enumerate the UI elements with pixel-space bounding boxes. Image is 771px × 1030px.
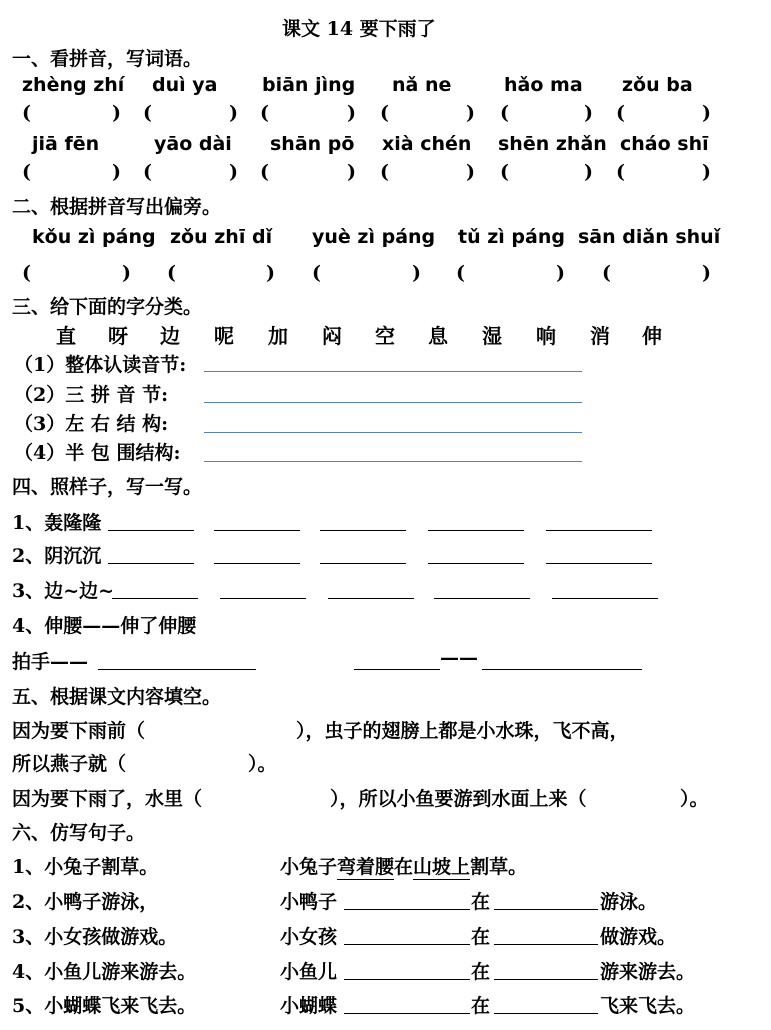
pinyin-item: kǒu zì páng bbox=[32, 226, 156, 248]
answer-blank[interactable] bbox=[428, 530, 524, 531]
imitation-zai: 在 bbox=[471, 961, 491, 983]
imitation-left: 3、小女孩做游戏。 bbox=[12, 926, 178, 948]
character: 消 bbox=[590, 324, 610, 348]
section2-heading: 二、根据拼音写出偏旁。 bbox=[12, 196, 222, 218]
answer-blank[interactable] bbox=[344, 979, 470, 980]
imitation-subject: 小鸭子 bbox=[280, 891, 338, 913]
imitation-left: 2、小鸭子游泳， bbox=[12, 891, 159, 913]
section6-heading: 六、仿写句子。 bbox=[12, 822, 146, 844]
pinyin-item: nǎ ne bbox=[392, 74, 452, 96]
answer-blank[interactable] bbox=[546, 530, 652, 531]
classify-q2-blank[interactable] bbox=[204, 402, 582, 403]
pinyin-item: shēn zhǎn bbox=[498, 133, 607, 155]
section1-heading: 一、看拼音，写词语。 bbox=[12, 48, 203, 70]
answer-blank[interactable] bbox=[344, 909, 470, 910]
imitation-verb: 游来游去。 bbox=[600, 961, 696, 983]
imitation-zai: 在 bbox=[471, 995, 491, 1017]
character: 边 bbox=[160, 324, 180, 348]
character: 空 bbox=[375, 324, 395, 348]
worksheet-page: 课文 14 要下雨了 一、看拼音，写词语。 zhèng zhí duì ya biān jìng nǎ ne hǎo ma zǒu ba ( ) ( ) ( ) ( ) ( ) ( ) jiā fēn yāo dài shān pō xià chén shēn zhǎn cháo shī ( ) ( ) ( ) ( ) ( ) ( ) 二、根据拼音写出偏旁。 kǒu zì páng zǒu zhī dǐ yuè zì páng tǔ zì páng sān diǎn shuǐ ( ) ( ) ( ) ( ) ( ) 三、给下面的字分类。 直 呀 边 呢 加 闷 空 息 湿 响 消 伸 （1）整体认读音节: （2）三 拼 音 节: （3）左 右 结 构: （4）半 包 围结构: 四、照样子，写一写。 1、轰隆隆 2、阴沉沉 3、边~边~ 4、伸腰——伸了伸腰 拍手—— —— 五、根据课文内容填空。 因为要下雨前（ ），虫子的翅膀上都是小水珠，飞不高， 所以燕子就（ ）。 因为要下雨了，水里（ ），所以小鱼要游到水面上来（ ）。 六、仿写句子。 1、小兔子割草。 小兔子弯着腰在山坡上割草。 2、小鸭子游泳， 小鸭子 在 游泳。 3、小女孩做游戏。 小女孩 在 做游戏。 4、小鱼儿游来游去。 小鱼儿 在 游来游去。 5、小蝴蝶飞来飞去。 小蝴蝶 在 飞来飞去。 bbox=[0, 0, 771, 1030]
character: 呀 bbox=[108, 324, 128, 348]
fill-sentence-2a: 所以燕子就（ bbox=[12, 753, 127, 775]
section5-heading: 五、根据课文内容填空。 bbox=[12, 686, 222, 708]
pinyin-item: biān jìng bbox=[262, 74, 356, 96]
imitation-verb: 做游戏。 bbox=[600, 926, 677, 948]
pinyin-item: xià chén bbox=[382, 133, 472, 155]
imitation-zai: 在 bbox=[471, 891, 491, 913]
answer-blank[interactable] bbox=[494, 979, 598, 980]
classify-q2: （2）三 拼 音 节: bbox=[14, 384, 169, 406]
pinyin-item: zǒu zhī dǐ bbox=[170, 226, 273, 248]
answer-blank[interactable] bbox=[98, 669, 256, 670]
imitation-left: 1、小兔子割草。 bbox=[12, 856, 159, 878]
character: 直 bbox=[56, 324, 76, 348]
pinyin-item: sān diǎn shuǐ bbox=[578, 226, 721, 248]
pinyin-item: cháo shī bbox=[620, 133, 709, 155]
imitation-verb: 飞来飞去。 bbox=[600, 995, 696, 1017]
classify-q3: （3）左 右 结 构: bbox=[14, 413, 169, 435]
classify-q4-blank[interactable] bbox=[204, 461, 582, 462]
section4-heading: 四、照样子，写一写。 bbox=[12, 476, 203, 498]
answer-blank[interactable] bbox=[494, 944, 598, 945]
answer-blank[interactable] bbox=[108, 530, 194, 531]
answer-blank[interactable] bbox=[320, 530, 406, 531]
imitation-subject: 小女孩 bbox=[280, 926, 338, 948]
pinyin-item: yuè zì páng bbox=[312, 226, 436, 248]
answer-blank[interactable] bbox=[108, 563, 194, 564]
dash: —— bbox=[440, 647, 478, 669]
fill-sentence-2b: ）。 bbox=[248, 753, 277, 775]
pinyin-item: hǎo ma bbox=[504, 74, 583, 96]
character: 响 bbox=[536, 324, 556, 348]
imitation-left: 5、小蝴蝶飞来飞去。 bbox=[12, 995, 197, 1017]
fill-sentence-3a: 因为要下雨了，水里（ bbox=[12, 788, 203, 810]
pinyin-item: shān pō bbox=[270, 133, 355, 155]
classify-q4: （4）半 包 围结构: bbox=[14, 442, 181, 464]
imitation-zai: 在 bbox=[471, 926, 491, 948]
pattern-line-2: 2、阴沉沉 bbox=[12, 545, 102, 567]
pattern-line-4: 4、伸腰——伸了伸腰 bbox=[12, 615, 197, 637]
character: 呢 bbox=[214, 324, 234, 348]
character: 伸 bbox=[642, 324, 662, 348]
answer-blank[interactable] bbox=[354, 669, 440, 670]
classify-q1: （1）整体认读音节: bbox=[14, 354, 187, 376]
character: 湿 bbox=[482, 324, 502, 348]
character: 息 bbox=[428, 324, 448, 348]
answer-blank[interactable] bbox=[320, 563, 406, 564]
character: 加 bbox=[268, 324, 288, 348]
pinyin-item: jiā fēn bbox=[32, 133, 100, 155]
answer-blank[interactable] bbox=[344, 944, 470, 945]
answer-blank[interactable] bbox=[482, 669, 642, 670]
pinyin-item: tǔ zì páng bbox=[458, 226, 565, 248]
answer-blank[interactable] bbox=[220, 598, 306, 599]
fill-sentence-3c: ）。 bbox=[680, 788, 709, 810]
answer-blank[interactable] bbox=[344, 1013, 470, 1014]
fill-sentence-3b: ），所以小鱼要游到水面上来（ bbox=[330, 788, 587, 810]
answer-blank[interactable] bbox=[112, 598, 198, 599]
page-title: 课文 14 要下雨了 bbox=[282, 18, 436, 40]
classify-q1-blank[interactable] bbox=[204, 371, 582, 372]
imitation-left: 4、小鱼儿游来游去。 bbox=[12, 961, 197, 983]
answer-blank[interactable] bbox=[494, 909, 598, 910]
pinyin-item: duì ya bbox=[152, 74, 218, 96]
imitation-subject: 小蝴蝶 bbox=[280, 995, 338, 1017]
pinyin-item: zhèng zhí bbox=[22, 74, 125, 96]
answer-blank[interactable] bbox=[546, 563, 652, 564]
fill-sentence-1b: ），虫子的翅膀上都是小水珠，飞不高， bbox=[296, 720, 629, 742]
fill-sentence-1a: 因为要下雨前（ bbox=[12, 720, 146, 742]
answer-blank[interactable] bbox=[214, 563, 300, 564]
imitation-verb: 游泳。 bbox=[600, 891, 658, 913]
pattern-line-3: 3、边~边~ bbox=[12, 580, 115, 602]
section3-heading: 三、给下面的字分类。 bbox=[12, 296, 203, 318]
pinyin-item: zǒu ba bbox=[622, 74, 693, 96]
pinyin-item: yāo dài bbox=[154, 133, 232, 155]
answer-blank[interactable] bbox=[434, 598, 530, 599]
answer-blank[interactable] bbox=[428, 563, 524, 564]
imitation-subject: 小鱼儿 bbox=[280, 961, 338, 983]
pattern-line-1: 1、轰隆隆 bbox=[12, 512, 102, 534]
imitation-example: 小兔子弯着腰在山坡上割草。 bbox=[280, 856, 528, 878]
answer-blank[interactable] bbox=[328, 598, 414, 599]
character: 闷 bbox=[322, 324, 342, 348]
classify-q3-blank[interactable] bbox=[204, 432, 582, 433]
answer-blank[interactable] bbox=[494, 1013, 598, 1014]
answer-blank[interactable] bbox=[214, 530, 300, 531]
answer-blank[interactable] bbox=[552, 598, 658, 599]
pattern-line-5: 拍手—— bbox=[12, 651, 89, 673]
